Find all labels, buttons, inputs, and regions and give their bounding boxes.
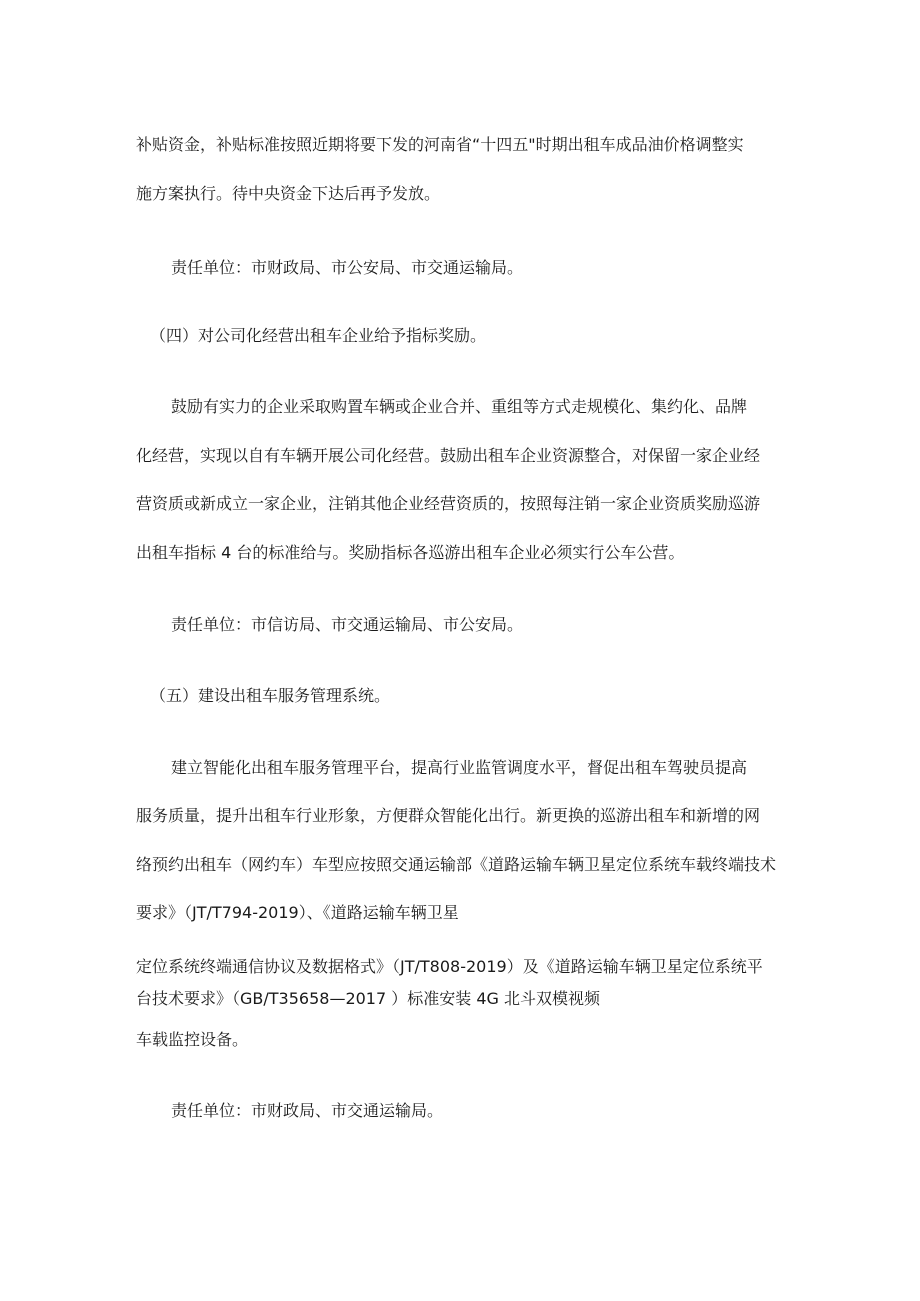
paragraph-line-2: 施方案执行。待中央资金下达后再予发放。 [136, 184, 441, 203]
paragraph-line-8: 服务质量，提升出租车行业形象，方便群众智能化出行。新更换的巡游出租车和新增的网 [136, 806, 761, 825]
section-heading-4: （四）对公司化经营出租车企业给予指标奖励。 [150, 326, 487, 345]
responsible-unit-line-1: 责任单位：市财政局、市公安局、市交通运输局。 [171, 258, 524, 277]
paragraph-line-10: 要求》（JT/T794-2019）、《道路运输车辆卫星 [136, 903, 459, 922]
paragraph-line-11: 定位系统终端通信协议及数据格式》（JT/T808-2019）及《道路运输车辆卫星定位系统平 [136, 957, 763, 976]
paragraph-line-9: 络预约出租车（网约车）车型应按照交通运输部《道路运输车辆卫星定位系统车载终端技术 [136, 855, 777, 874]
paragraph-line-13: 车载监控设备。 [136, 1030, 249, 1049]
paragraph-line-6: 出租车指标 4 台的标准给与。奖励指标各巡游出租车企业必须实行公车公营。 [136, 543, 685, 562]
paragraph-line-4: 化经营，实现以自有车辆开展公司化经营。鼓励出租车企业资源整合，对保留一家企业经 [136, 446, 761, 465]
section-heading-5: （五）建设出租车服务管理系统。 [150, 686, 391, 705]
paragraph-line-12: 台技术要求》（GB/T35658—2017 ）标准安装 4G 北斗双模视频 [136, 989, 600, 1008]
paragraph-line-7: 建立智能化出租车服务管理平台，提高行业监管调度水平，督促出租车驾驶员提高 [171, 758, 748, 777]
responsible-unit-line-2: 责任单位：市信访局、市交通运输局、市公安局。 [171, 615, 524, 634]
responsible-unit-line-3: 责任单位：市财政局、市交通运输局。 [171, 1101, 444, 1120]
paragraph-line-1: 补贴资金，补贴标准按照近期将要下发的河南省“十四五"时期出租车成品油价格调整实 [136, 135, 744, 154]
paragraph-line-3: 鼓励有实力的企业采取购置车辆或企业合并、重组等方式走规模化、集约化、品牌 [171, 397, 748, 416]
paragraph-line-5: 营资质或新成立一家企业，注销其他企业经营资质的，按照每注销一家企业资质奖励巡游 [136, 494, 761, 513]
